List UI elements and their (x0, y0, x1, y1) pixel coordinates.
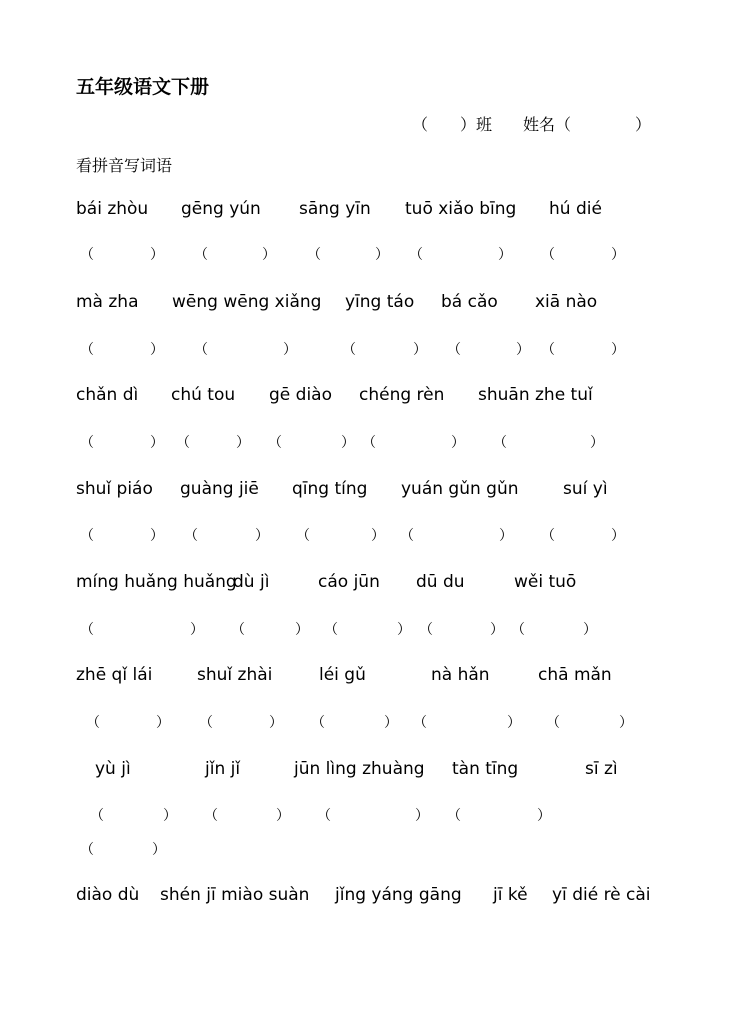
answer-blank-close-paren[interactable]: ） (190, 622, 204, 638)
pinyin-word: qīng tíng (292, 479, 368, 499)
answer-blank-close-paren[interactable]: ） (269, 715, 283, 731)
answer-blank-open-paren[interactable]: （ (184, 528, 198, 544)
pinyin-word: yī dié rè cài (552, 885, 651, 905)
answer-blank-open-paren[interactable]: （ (419, 622, 433, 638)
pinyin-word: sī zì (585, 759, 618, 779)
answer-blank-close-paren[interactable]: ） (397, 622, 411, 638)
answer-blank-open-paren[interactable]: （ (546, 715, 560, 731)
pinyin-word: jī kě (493, 885, 528, 905)
answer-blank-open-paren[interactable]: （ (493, 435, 507, 451)
answer-blank-open-paren[interactable]: （ (400, 528, 414, 544)
pinyin-word: wěi tuō (514, 572, 577, 592)
pinyin-word: gēng yún (181, 199, 261, 219)
answer-blank-open-paren[interactable]: （ (80, 842, 94, 858)
answer-blank-close-paren[interactable]: ） (283, 342, 297, 358)
answer-blank-close-paren[interactable]: ） (507, 715, 521, 731)
answer-blank-open-paren[interactable]: （ (296, 528, 310, 544)
pinyin-word: shuān zhe tuǐ (478, 385, 593, 405)
student-name-field[interactable]: 姓名（ ） (523, 115, 652, 134)
answer-blank-open-paren[interactable]: （ (362, 435, 376, 451)
pinyin-word: guàng jiē (180, 479, 259, 499)
answer-blank-close-paren[interactable]: ） (415, 808, 429, 824)
pinyin-word: bái zhòu (76, 199, 149, 219)
pinyin-word: tuō xiǎo bīng (405, 199, 517, 219)
pinyin-word: yù jì (95, 759, 131, 779)
answer-blank-close-paren[interactable]: ） (611, 528, 625, 544)
answer-blank-close-paren[interactable]: ） (236, 435, 250, 451)
pinyin-word: míng huǎng huǎng (76, 572, 237, 592)
pinyin-word: chú tou (171, 385, 236, 405)
pinyin-word: dū du (416, 572, 465, 592)
answer-blank-close-paren[interactable]: ） (499, 528, 513, 544)
pinyin-word: cáo jūn (318, 572, 380, 592)
answer-blank-open-paren[interactable]: （ (541, 528, 555, 544)
pinyin-word: chéng rèn (359, 385, 445, 405)
pinyin-word: jǐn jǐ (205, 759, 241, 779)
answer-blank-close-paren[interactable]: ） (384, 715, 398, 731)
pinyin-word: shén jī miào suàn (160, 885, 310, 905)
answer-blank-open-paren[interactable]: （ (447, 342, 461, 358)
answer-blank-close-paren[interactable]: ） (255, 528, 269, 544)
answer-blank-close-paren[interactable]: ） (295, 622, 309, 638)
answer-blank-close-paren[interactable]: ） (163, 808, 177, 824)
class-field[interactable]: （ ）班 (412, 115, 493, 134)
pinyin-word: yīng táo (345, 292, 415, 312)
pinyin-word: léi gǔ (319, 665, 366, 685)
answer-blank-close-paren[interactable]: ） (262, 247, 276, 263)
answer-blank-open-paren[interactable]: （ (541, 342, 555, 358)
pinyin-word: jūn lìng zhuàng (294, 759, 425, 779)
pinyin-word: dù jì (233, 572, 270, 592)
answer-blank-close-paren[interactable]: ） (276, 808, 290, 824)
answer-blank-open-paren[interactable]: （ (541, 247, 555, 263)
answer-blank-open-paren[interactable]: （ (80, 622, 94, 638)
answer-blank-open-paren[interactable]: （ (199, 715, 213, 731)
pinyin-word: xiā nào (535, 292, 598, 312)
answer-blank-close-paren[interactable]: ） (150, 528, 164, 544)
answer-blank-close-paren[interactable]: ） (583, 622, 597, 638)
answer-blank-close-paren[interactable]: ） (150, 435, 164, 451)
pinyin-word: chǎn dì (76, 385, 139, 405)
pinyin-word: shuǐ piáo (76, 479, 153, 499)
answer-blank-close-paren[interactable]: ） (451, 435, 465, 451)
pinyin-word: chā mǎn (538, 665, 612, 685)
answer-blank-close-paren[interactable]: ） (152, 842, 166, 858)
worksheet-title: 五年级语文下册 (76, 76, 210, 98)
pinyin-word: jǐng yáng gāng (335, 885, 462, 905)
answer-blank-close-paren[interactable]: ） (619, 715, 633, 731)
pinyin-word: bá cǎo (441, 292, 498, 312)
answer-blank-close-paren[interactable]: ） (375, 247, 389, 263)
answer-blank-open-paren[interactable]: （ (90, 808, 104, 824)
answer-blank-close-paren[interactable]: ） (490, 622, 504, 638)
pinyin-word: mà zha (76, 292, 139, 312)
answer-blank-close-paren[interactable]: ） (611, 247, 625, 263)
answer-blank-open-paren[interactable]: （ (409, 247, 423, 263)
answer-blank-close-paren[interactable]: ） (150, 247, 164, 263)
answer-blank-open-paren[interactable]: （ (80, 528, 94, 544)
answer-blank-close-paren[interactable]: ） (341, 435, 355, 451)
pinyin-word: shuǐ zhài (197, 665, 273, 685)
answer-blank-open-paren[interactable]: （ (86, 715, 100, 731)
answer-blank-open-paren[interactable]: （ (324, 622, 338, 638)
pinyin-word: diào dù (76, 885, 140, 905)
answer-blank-open-paren[interactable]: （ (447, 808, 461, 824)
answer-blank-close-paren[interactable]: ） (498, 247, 512, 263)
pinyin-word: suí yì (563, 479, 608, 499)
answer-blank-open-paren[interactable]: （ (342, 342, 356, 358)
pinyin-word: hú dié (549, 199, 602, 219)
instruction-text: 看拼音写词语 (76, 156, 173, 175)
answer-blank-close-paren[interactable]: ） (590, 435, 604, 451)
pinyin-word: yuán gǔn gǔn (401, 479, 519, 499)
pinyin-word: wēng wēng xiǎng (172, 292, 322, 312)
answer-blank-open-paren[interactable]: （ (311, 715, 325, 731)
answer-blank-close-paren[interactable]: ） (537, 808, 551, 824)
answer-blank-open-paren[interactable]: （ (80, 342, 94, 358)
answer-blank-close-paren[interactable]: ） (413, 342, 427, 358)
answer-blank-open-paren[interactable]: （ (317, 808, 331, 824)
answer-blank-open-paren[interactable]: （ (268, 435, 282, 451)
answer-blank-open-paren[interactable]: （ (231, 622, 245, 638)
pinyin-word: gē diào (269, 385, 332, 405)
answer-blank-close-paren[interactable]: ） (516, 342, 530, 358)
answer-blank-open-paren[interactable]: （ (511, 622, 525, 638)
answer-blank-open-paren[interactable]: （ (307, 247, 321, 263)
pinyin-word: sāng yīn (299, 199, 371, 219)
answer-blank-close-paren[interactable]: ） (150, 342, 164, 358)
pinyin-word: tàn tīng (452, 759, 519, 779)
pinyin-word: zhē qǐ lái (76, 665, 153, 685)
answer-blank-open-paren[interactable]: （ (176, 435, 190, 451)
pinyin-word: nà hǎn (431, 665, 490, 685)
answer-blank-open-paren[interactable]: （ (204, 808, 218, 824)
answer-blank-open-paren[interactable]: （ (413, 715, 427, 731)
answer-blank-open-paren[interactable]: （ (80, 247, 94, 263)
answer-blank-open-paren[interactable]: （ (80, 435, 94, 451)
answer-blank-open-paren[interactable]: （ (194, 342, 208, 358)
answer-blank-close-paren[interactable]: ） (371, 528, 385, 544)
answer-blank-close-paren[interactable]: ） (156, 715, 170, 731)
answer-blank-open-paren[interactable]: （ (194, 247, 208, 263)
answer-blank-close-paren[interactable]: ） (611, 342, 625, 358)
